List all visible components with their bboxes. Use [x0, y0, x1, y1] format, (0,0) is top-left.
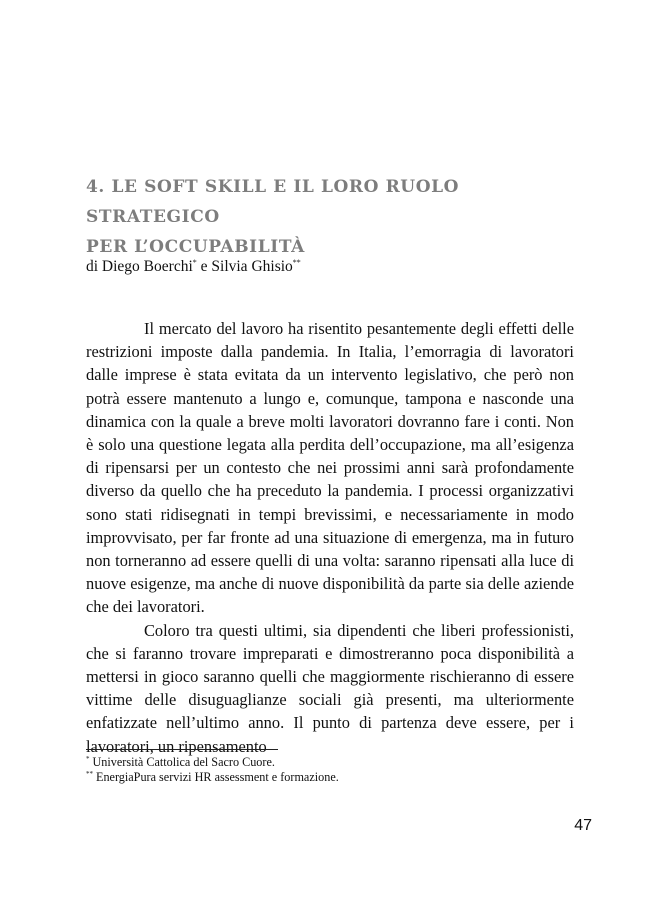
- chapter-title-line-2: PER L’OCCUPABILITÀ: [86, 237, 305, 257]
- footnote-text: Università Cattolica del Sacro Cuore.: [92, 755, 275, 769]
- footnote-mark: **: [86, 770, 93, 778]
- author-line: [86, 256, 566, 278]
- chapter-title: [86, 172, 586, 262]
- paragraph: Il mercato del lavoro ha risentito pesantemente degli effetti delle restrizioni imposte dalla pandemia. In Italia, l’emorragia di lavoratori dalle imprese è stata evitata da un intervento legislativo, che però non potrà essere mantenuto a lungo e, comunque, tampona e nasconde una dinamica con la quale a breve molti lavoratori dovranno fare i conti. Non è solo una questione legata alla perdita dell’occupazione, ma all’esigenza di ripensarsi per un contesto che nei prossimi anni sarà profondamente diverso da quello che ha preceduto la pandemia. I processi organizzativi sono stati ridisegnati in tempi brevissimi, e necessariamente in modo improvvisato, per far fronte ad una situazione di emergenza, ma in futuro non torneranno ad essere quelli di una volta: saranno ripensati alla luce di nuove esigenze, ma anche di nuove disponibilità da parte sia delle aziende che dei lavoratori.: [86, 319, 574, 617]
- footnote-mark: *: [86, 755, 90, 763]
- footnote-text: EnergiaPura servizi HR assessment e formazione.: [96, 770, 339, 784]
- paragraph: Coloro tra questi ultimi, sia dipendenti che liberi professionisti, che si faranno trovare impreparati e dimostreranno poca disponibilità a mettersi in gioco saranno quelli che maggiormente rischieranno di essere vittime delle disuguaglianze sociali già presenti, ma ulteriormente enfatizzate nell’ultimo anno. Il punto di partenza deve essere, per i lavoratori, un ripensamento: [86, 620, 574, 756]
- footnote-divider: [86, 749, 278, 750]
- footnotes: [86, 755, 566, 785]
- footnote: [86, 770, 566, 785]
- author2-footnote-mark: **: [292, 258, 301, 267]
- author-prefix: di Diego Boerchi: [86, 258, 193, 275]
- body-text: [86, 317, 574, 758]
- author1-footnote-mark: *: [192, 258, 197, 267]
- footnote: [86, 755, 566, 770]
- chapter-title-line-1: 4. LE SOFT SKILL E IL LORO RUOLO STRATEGICO: [86, 177, 460, 227]
- author-connector: e Silvia Ghisio: [196, 258, 293, 275]
- page-number: 47: [574, 817, 592, 834]
